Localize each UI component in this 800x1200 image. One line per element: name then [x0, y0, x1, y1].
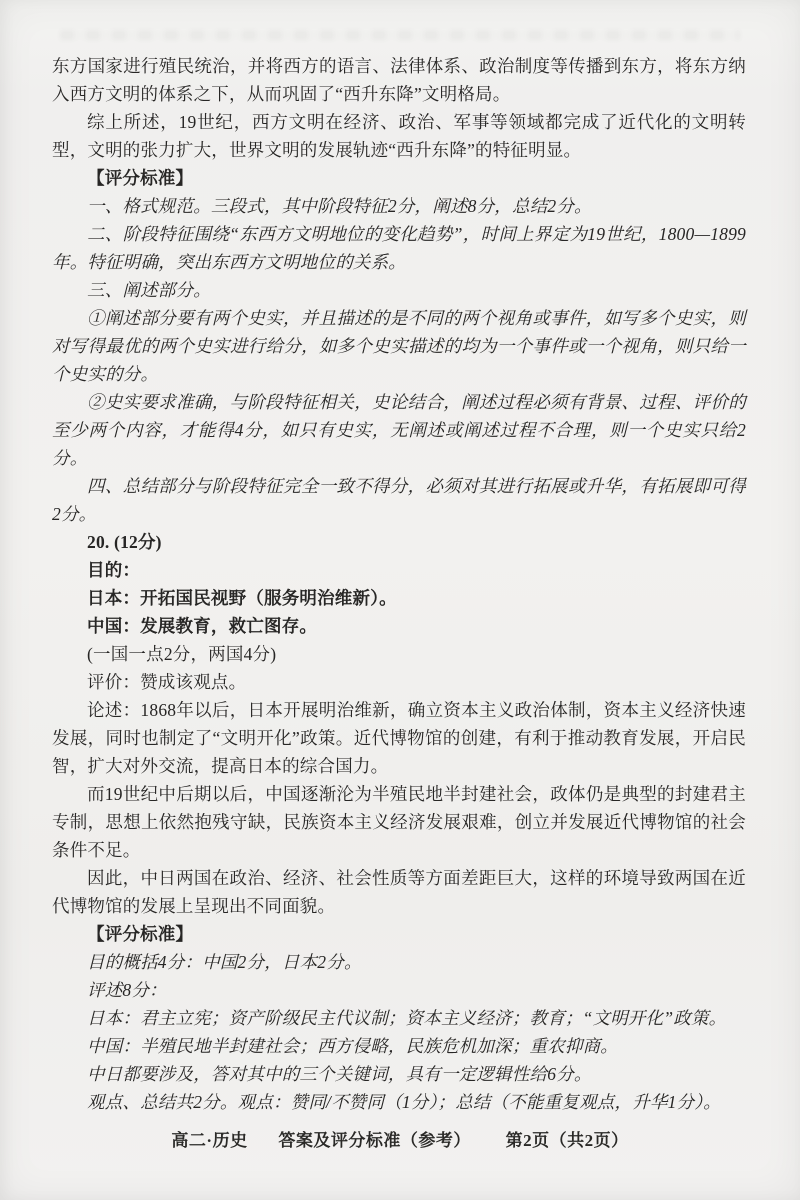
footer-page-number: 第2页（共2页） [505, 1131, 629, 1150]
rule-facts-accuracy: ②史实要求准确，与阶段特征相关，史论结合，阐述过程必须有背景、过程、评价的至少两个内容，才能得4分，如只有史实，无阐述或阐述过程不合理，则一个史实只给2分。 [52, 392, 746, 468]
q20-purpose-japan: 日本：开拓国民视野（服务明治维新）。 [87, 588, 397, 608]
q20-scoring-japan-keywords: 日本：君主立宪；资产阶级民主代议制；资本主义经济；教育；“文明开化”政策。 [87, 1008, 727, 1028]
rule-elaboration-two-facts: ①阐述部分要有两个史实，并且描述的是不同的两个视角或事件，如写多个史实，则对写得最优的两个史实进行给分，如多个史实描述的均为一个事件或一个视角，则只给一个史实的分。 [52, 308, 746, 384]
q20-heading: 20. (12分) [87, 532, 162, 552]
footer-doc-title: 答案及评分标准（参考） [278, 1131, 471, 1150]
q20-evaluation: 评价：赞成该观点。 [87, 672, 247, 692]
q20-purpose-points-note: (一国一点2分，两国4分) [87, 644, 277, 664]
scoring-standard-header-q20: 【评分标准】 [87, 924, 194, 944]
q20-purpose-china: 中国：发展教育，救亡图存。 [87, 616, 318, 636]
page-bleed-through-ghost [60, 30, 740, 40]
q20-scoring-keywords-rule: 中日都要涉及，答对其中的三个关键词，具有一定逻辑性给6分。 [87, 1064, 592, 1084]
page-body-text [52, 52, 746, 1116]
q20-scoring-review-label: 评述8分： [87, 980, 167, 1000]
q20-scoring-purpose: 目的概括4分：中国2分，日本2分。 [87, 952, 362, 972]
q20-discussion-china: 而19世纪中后期以后，中国逐渐沦为半殖民地半封建社会，政体仍是典型的封建君主专制，思想上依然抱残守缺，民族资本主义经济发展艰难，创立并发展近代博物馆的社会条件不足。 [52, 784, 746, 860]
page-footer [0, 1126, 800, 1151]
q20-purpose-label: 目的： [87, 560, 141, 580]
rule-conclusion: 四、总结部分与阶段特征完全一致不得分，必须对其进行拓展或升华，有拓展即可得2分。 [52, 476, 746, 524]
footer-course-label: 高二·历史 [171, 1131, 248, 1150]
rule-stage-features: 二、阶段特征围绕“东西方文明地位的变化趋势”，时间上界定为19世纪，1800—1899年。特征明确，突出东西方文明地位的关系。 [52, 224, 746, 272]
q20-scoring-viewpoint-summary: 观点、总结共2分。观点：赞同/不赞同（1分）；总结（不能重复观点，升华1分）。 [87, 1092, 721, 1112]
q20-discussion-japan: 论述：1868年以后，日本开展明治维新，确立资本主义政治体制，资本主义经济快速发展，同时也制定了“文明开化”政策。近代博物馆的创建，有利于推动教育发展，开启民智，扩大对外交流，提高日本的综合国力。 [52, 700, 746, 776]
para-west-colonial-continuation: 东方国家进行殖民统治，并将西方的语言、法律体系、政治制度等传播到东方，将东方纳入西方文明的体系之下，从而巩固了“西升东降”文明格局。 [52, 56, 746, 104]
q20-conclusion: 因此，中日两国在政治、经济、社会性质等方面差距巨大，这样的环境导致两国在近代博物馆的发展上呈现出不同面貌。 [52, 868, 746, 916]
scoring-standard-header-q19: 【评分标准】 [87, 168, 194, 188]
rule-format: 一、格式规范。三段式，其中阶段特征2分，阐述8分，总结2分。 [87, 196, 592, 216]
rule-elaboration-heading: 三、阐述部分。 [87, 280, 211, 300]
para-summary-19th-century: 综上所述，19世纪，西方文明在经济、政治、军事等领域都完成了近代化的文明转型，文明的张力扩大，世界文明的发展轨迹“西升东降”的特征明显。 [52, 112, 746, 160]
q20-scoring-china-keywords: 中国：半殖民地半封建社会；西方侵略，民族危机加深；重农抑商。 [87, 1036, 618, 1056]
